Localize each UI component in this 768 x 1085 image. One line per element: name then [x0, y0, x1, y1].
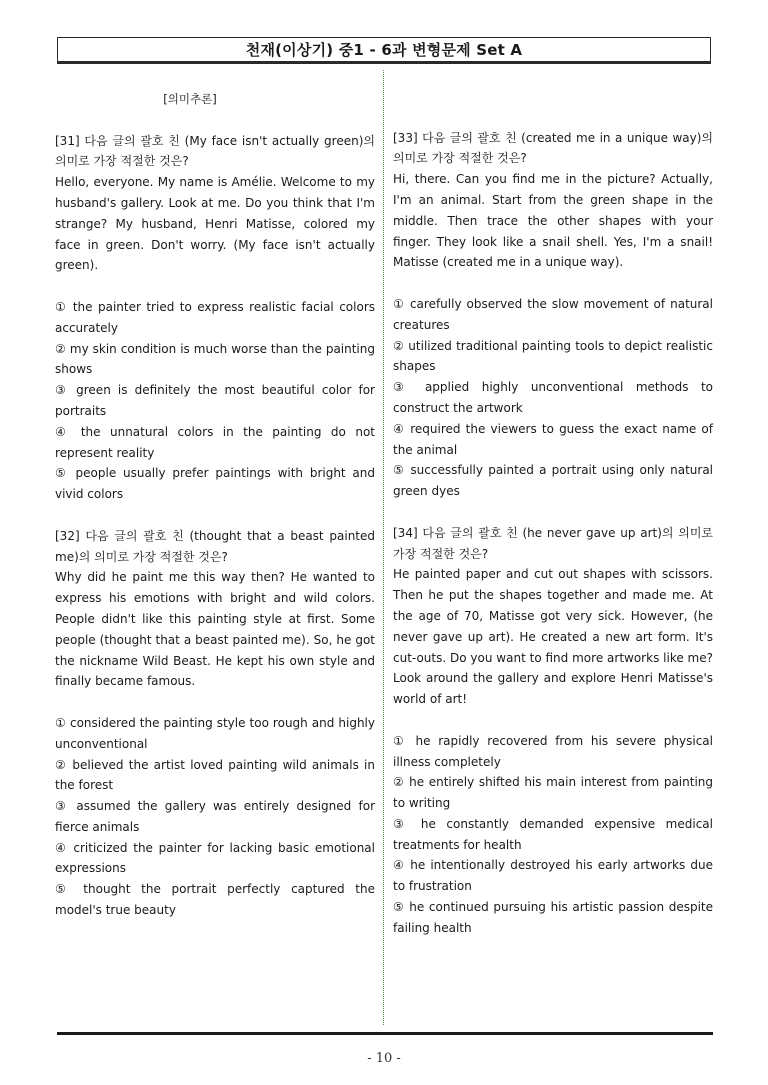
answer-option[interactable]: ① he rapidly recovered from his severe physical illness completely: [393, 733, 713, 769]
question-title: [32] 다음 글의 괄호 친 (thought that a beast painted me)의 의미로 가장 적절한 것은?: [55, 528, 375, 564]
answer-option[interactable]: ④ the unnatural colors in the painting do not represent reality: [55, 424, 375, 460]
section-tag: [의미추론]: [163, 92, 217, 106]
answer-option[interactable]: ③ applied highly unconventional methods to construct the artwork: [393, 380, 713, 415]
answer-option[interactable]: ⑤ thought the portrait perfectly captured the model's true beauty: [55, 882, 375, 918]
answer-option[interactable]: ① considered the painting style too rough and highly unconventional: [55, 715, 375, 751]
question-32: [55, 526, 375, 921]
column-divider: [383, 70, 384, 1025]
answer-option[interactable]: ③ assumed the gallery was entirely designed for fierce animals: [55, 799, 375, 834]
answer-option[interactable]: ② he entirely shifted his main interest from painting to writing: [393, 775, 713, 811]
answer-option[interactable]: ① carefully observed the slow movement of natural creatures: [393, 296, 713, 332]
left-column: [55, 86, 375, 942]
answer-option[interactable]: ⑤ successfully painted a portrait using only natural green dyes: [393, 463, 713, 499]
question-33: [393, 128, 713, 502]
answer-option[interactable]: ④ required the viewers to guess the exact name of the animal: [393, 421, 713, 457]
question-passage: Hello, everyone. My name is Amélie. Welcome to my husband's gallery. Look at me. Do you think that I'm strange? My husband, Henri Matisse, colored my face in green. Don't worry. (My face isn't actually green).: [55, 175, 375, 273]
answer-option[interactable]: ② believed the artist loved painting wild animals in the forest: [55, 757, 375, 793]
answer-option[interactable]: ③ he constantly demanded expensive medical treatments for health: [393, 816, 713, 852]
question-title: [31] 다음 글의 괄호 친 (My face isn't actually green)의 의미로 가장 적절한 것은?: [55, 133, 375, 169]
page-number: - 10 -: [367, 1051, 401, 1066]
question-31: [55, 131, 375, 505]
page-title: 천재(이상기) 중1 - 6과 변형문제 Set A: [245, 41, 523, 59]
answer-option[interactable]: ④ criticized the painter for lacking basic emotional expressions: [55, 840, 375, 876]
question-title: [34] 다음 글의 괄호 친 (he never gave up art)의 의미로 가장 적절한 것은?: [393, 525, 713, 561]
answer-option[interactable]: ⑤ people usually prefer paintings with bright and vivid colors: [55, 466, 375, 502]
right-column: [393, 86, 713, 959]
question-34: [393, 523, 713, 939]
answer-option[interactable]: ⑤ he continued pursuing his artistic passion despite failing health: [393, 900, 713, 935]
footer-rule: [57, 1032, 713, 1035]
column-spacer: [393, 107, 713, 128]
answer-option[interactable]: ④ he intentionally destroyed his early artworks due to frustration: [393, 858, 713, 894]
answer-option[interactable]: ③ green is definitely the most beautiful color for portraits: [55, 383, 375, 418]
answer-option[interactable]: ① the painter tried to express realistic facial colors accurately: [55, 299, 375, 335]
answer-option[interactable]: ② utilized traditional painting tools to depict realistic shapes: [393, 338, 713, 374]
question-title: [33] 다음 글의 괄호 친 (created me in a unique way)의 의미로 가장 적절한 것은?: [393, 130, 713, 166]
question-passage: He painted paper and cut out shapes with scissors. Then he put the shapes together and made me. At the age of 70, Matisse got very sick. However, (he never gave up art). He created a new art form. It's cut-outs. Do you want to find more artworks like me? Look around the gallery and explore Henri Matisse's world of art!: [393, 567, 713, 707]
question-passage: Hi, there. Can you find me in the picture? Actually, I'm an animal. Start from the green shape in the middle. Then trace the other shapes with your finger. They look like a snail shell. Yes, I'm a snail! Matisse (created me in a unique way).: [393, 172, 713, 270]
question-passage: Why did he paint me this way then? He wanted to express his emotions with bright and wild colors. People didn't like this painting style at first. Some people (thought that a beast painted me). So, he got the nickname Wild Beast. He kept his own style and finally became famous.: [55, 570, 375, 689]
column-spacer: [393, 86, 713, 107]
answer-option[interactable]: ② my skin condition is much worse than the painting shows: [55, 341, 375, 377]
page-header: [57, 37, 711, 64]
